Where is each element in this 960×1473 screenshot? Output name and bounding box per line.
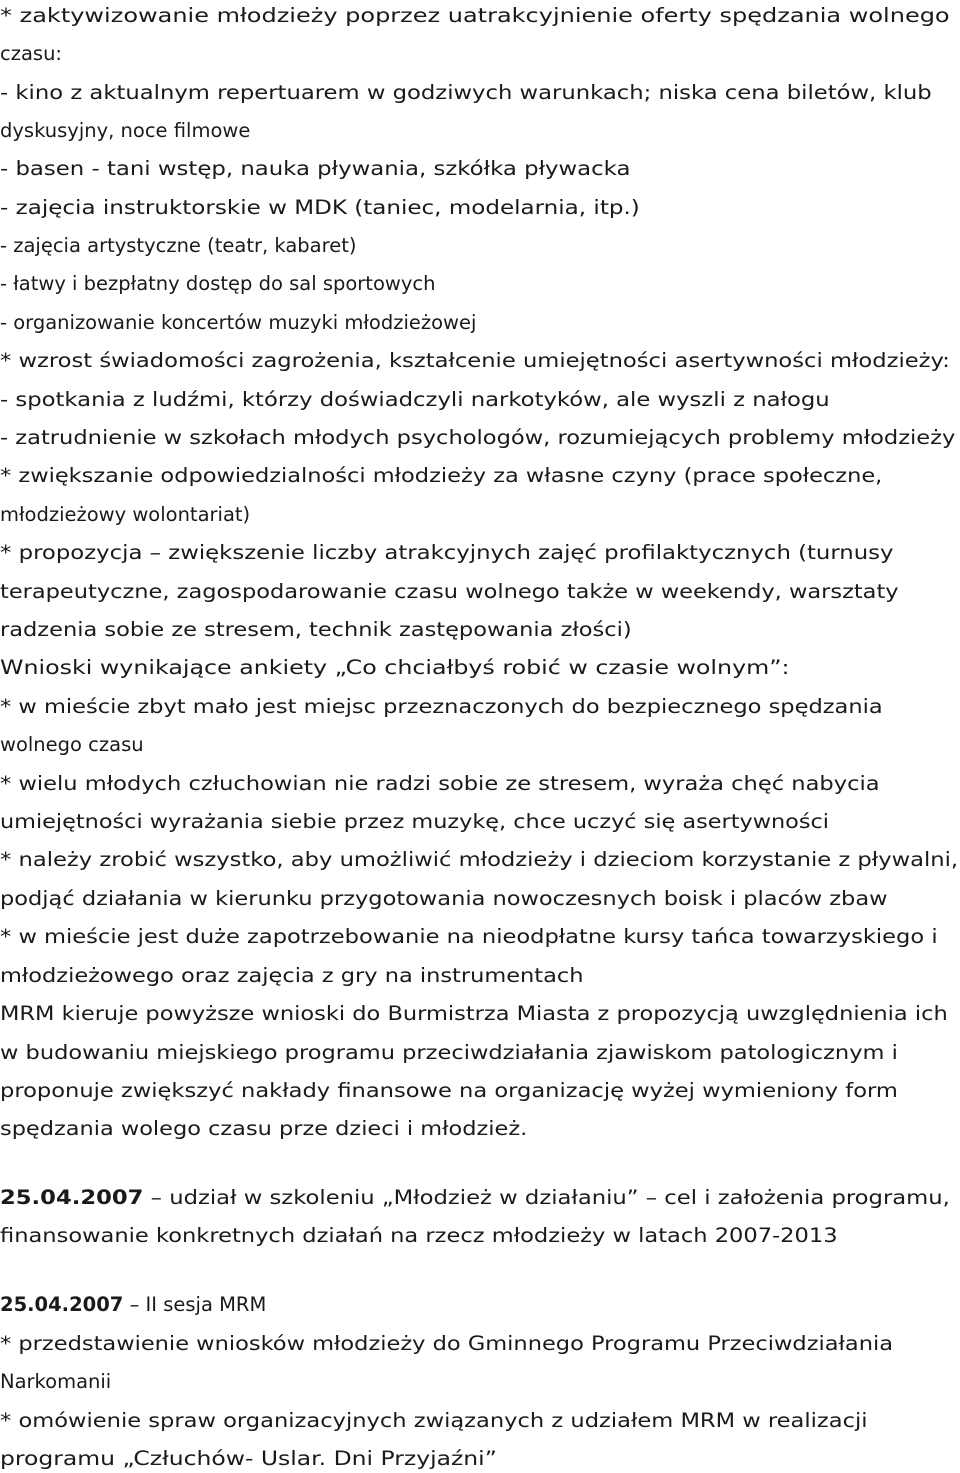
text-line: * wzrost świadomości zagrożenia, kształcenie umiejętności asertywności młodzieży:	[0, 349, 950, 372]
text-line: programu „Człuchów- Uslar. Dni Przyjaźni”	[0, 1447, 497, 1470]
text-line: w budowaniu miejskiego programu przeciwdziałania zjawiskom patologicznym i	[0, 1041, 898, 1064]
text-line: - spotkania z ludźmi, którzy doświadczyli narkotyków, ale wyszli z nałogu	[0, 388, 830, 411]
text-line: * zaktywizowanie młodzieży poprzez uatrakcyjnienie oferty spędzania wolnego	[0, 4, 950, 27]
text-line: * zwiększanie odpowiedzialności młodzieży za własne czyny (prace społeczne,	[0, 464, 883, 487]
text-line: dyskusyjny, noce filmowe	[0, 119, 251, 142]
text-line: wolnego czasu	[0, 733, 144, 756]
text-line: proponuje zwiększyć nakłady finansowe na organizację wyżej wymieniony form	[0, 1079, 898, 1102]
text-line: - zajęcia artystyczne (teatr, kabaret)	[0, 234, 357, 257]
text-line: Wnioski wynikające ankiety „Co chciałbyś robić w czasie wolnym”:	[0, 656, 790, 679]
entry-text: – II sesja MRM	[123, 1293, 267, 1316]
text-line: * propozycja – zwiększenie liczby atrakcyjnych zajęć profilaktycznych (turnusy	[0, 541, 894, 564]
text-line: spędzania wolego czasu prze dzieci i młodzież.	[0, 1117, 528, 1140]
text-line: - zajęcia instruktorskie w MDK (taniec, modelarnia, itp.)	[0, 196, 640, 219]
text-line: * wielu młodych człuchowian nie radzi sobie ze stresem, wyraża chęć nabycia	[0, 772, 880, 795]
entry-text: – udział w szkoleniu „Młodzież w działaniu” – cel i założenia programu,	[143, 1186, 950, 1209]
text-line: podjąć działania w kierunku przygotowania nowoczesnych boisk i placów zbaw	[0, 887, 888, 910]
text-line: - basen - tani wstęp, nauka pływania, szkółka pływacka	[0, 157, 631, 180]
text-line: umiejętności wyrażania siebie przez muzykę, chce uczyć się asertywności	[0, 810, 830, 833]
text-line: * w mieście jest duże zapotrzebowanie na nieodpłatne kursy tańca towarzyskiego i	[0, 925, 938, 948]
text-line: - łatwy i bezpłatny dostęp do sal sportowych	[0, 272, 436, 295]
entry-line	[0, 1186, 950, 1210]
text-line: Narkomanii	[0, 1370, 112, 1393]
text-line: - organizowanie koncertów muzyki młodzieżowej	[0, 311, 477, 334]
text-line: * w mieście zbyt mało jest miejsc przeznaczonych do bezpiecznego spędzania	[0, 695, 883, 718]
text-line: młodzieżowy wolontariat)	[0, 503, 251, 526]
text-line: młodzieżowego oraz zajęcia z gry na instrumentach	[0, 964, 584, 987]
entry-line	[0, 1293, 266, 1317]
text-line: czasu:	[0, 42, 62, 65]
text-line: MRM kieruje powyższe wnioski do Burmistrza Miasta z propozycją uwzględnienia ich	[0, 1002, 948, 1025]
text-line: finansowanie konkretnych działań na rzecz młodzieży w latach 2007-2013	[0, 1224, 838, 1247]
entry-date: 25.04.2007	[0, 1186, 144, 1209]
text-line: * omówienie spraw organizacyjnych związanych z udziałem MRM w realizacji	[0, 1409, 868, 1432]
text-line: radzenia sobie ze stresem, technik zastępowania złości)	[0, 618, 632, 641]
entry-date: 25.04.2007	[0, 1293, 124, 1316]
text-line: terapeutyczne, zagospodarowanie czasu wolnego także w weekendy, warsztaty	[0, 580, 899, 603]
text-line: * należy zrobić wszystko, aby umożliwić młodzieży i dzieciom korzystanie z pływalni,	[0, 848, 959, 871]
text-line: - zatrudnienie w szkołach młodych psychologów, rozumiejących problemy młodzieży	[0, 426, 956, 449]
text-line: - kino z aktualnym repertuarem w godziwych warunkach; niska cena biletów, klub	[0, 81, 932, 104]
text-line: * przedstawienie wniosków młodzieży do Gminnego Programu Przeciwdziałania	[0, 1332, 894, 1355]
